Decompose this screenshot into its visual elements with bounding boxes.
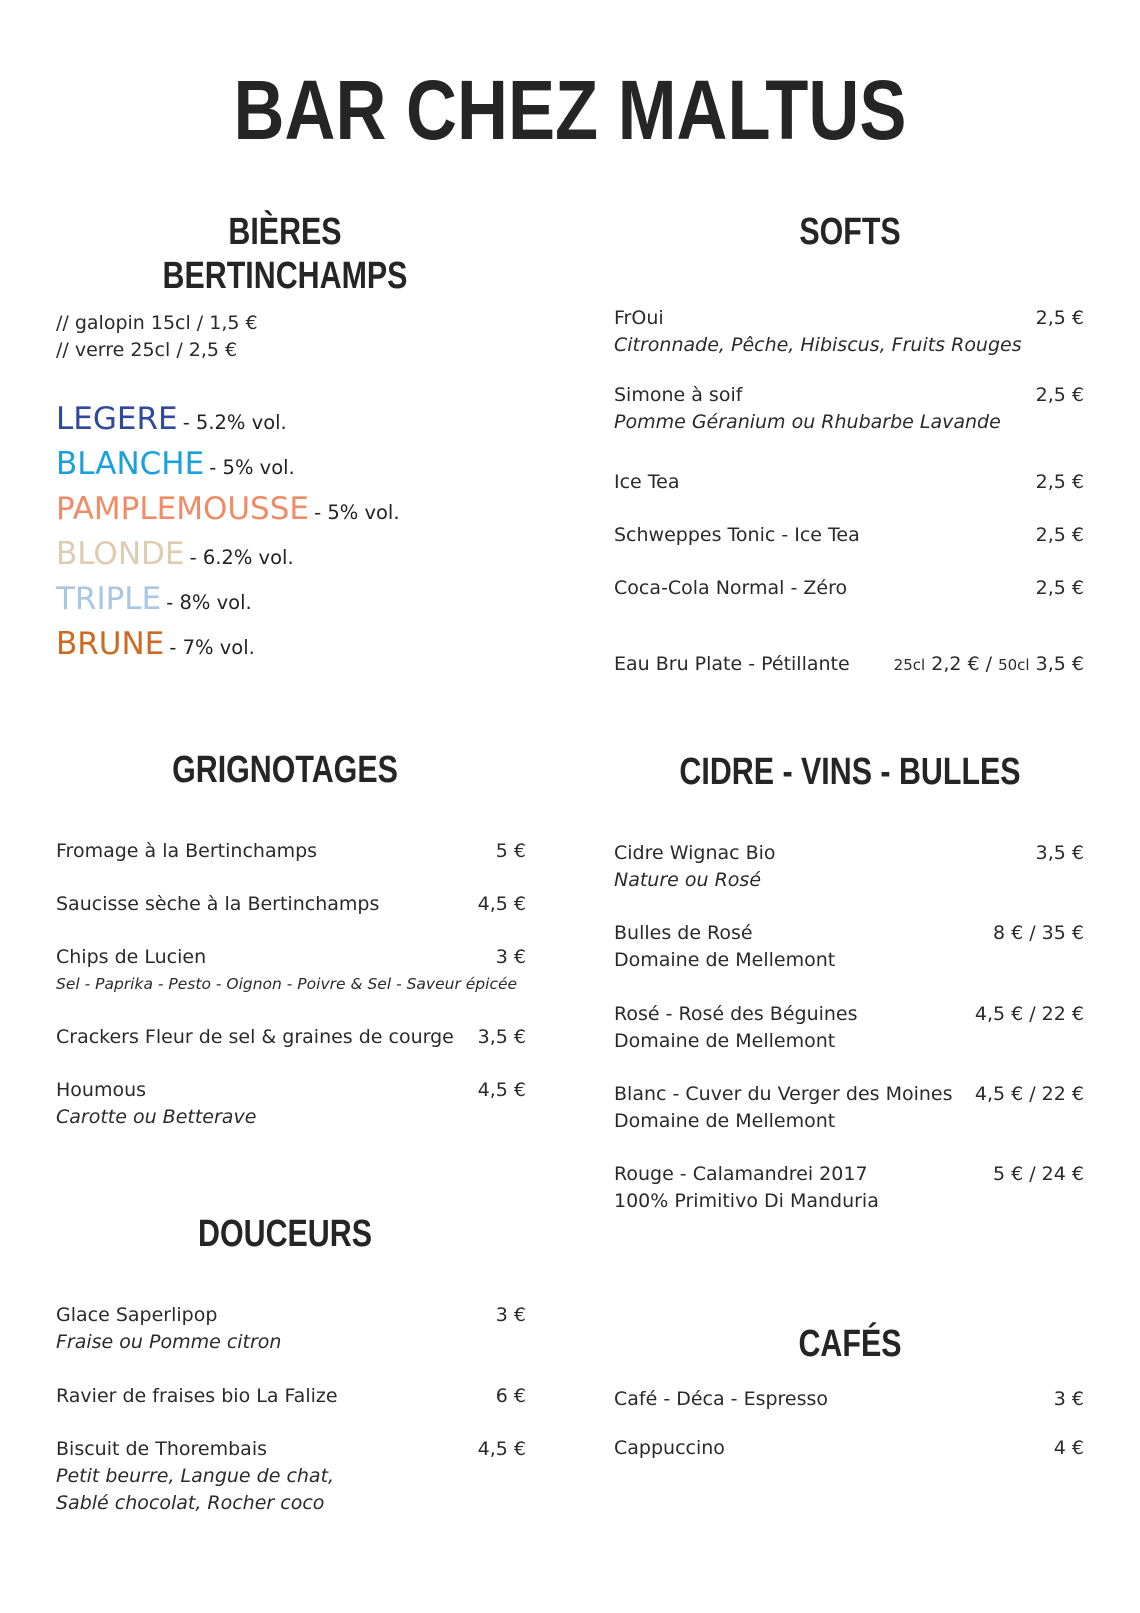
price-unit: 50cl — [998, 656, 1030, 674]
item-name: Ice Tea — [614, 471, 680, 493]
price-value: 2,2 € / — [931, 653, 993, 675]
item-subtitle: Pomme Géranium ou Rhubarbe Lavande — [614, 411, 1001, 433]
item-name: FrOui — [614, 307, 664, 329]
beer-desc: - 5.2% vol. — [182, 411, 287, 434]
item-subtitle: Carotte ou Betterave — [56, 1106, 257, 1128]
beer-name: BLANCHE — [56, 446, 205, 482]
item-subtitle: Domaine de Mellemont — [614, 949, 836, 971]
menu-item — [56, 838, 526, 865]
item-subtitle: Sel - Paprika - Pesto - Oignon - Poivre & Sel - Saveur épicée — [56, 975, 518, 993]
item-subtitle: Fraise ou Pomme citron — [56, 1331, 282, 1353]
beer-item — [56, 535, 294, 573]
item-price: 5 € / 24 € — [992, 1163, 1084, 1185]
menu-item — [614, 575, 1084, 602]
beer-desc: - 5% vol. — [209, 456, 295, 479]
item-name: Coca-Cola Normal - Zéro — [614, 577, 848, 599]
menu-title: BAR CHEZ MALTUS — [233, 63, 907, 157]
item-name: Biscuit de Thorembais — [56, 1438, 268, 1460]
menu-item — [614, 522, 1084, 549]
item-price — [894, 651, 1084, 679]
item-price: 3 € — [1053, 1388, 1084, 1410]
item-name: Blanc - Cuver du Verger des Moines — [614, 1083, 953, 1105]
item-price: 4,5 € — [477, 893, 526, 915]
menu-item — [614, 840, 1084, 894]
menu-item — [614, 1386, 1084, 1413]
menu-item — [614, 651, 1084, 678]
menu-item — [614, 1001, 1084, 1055]
menu-item — [56, 1436, 526, 1517]
item-price: 2,5 € — [1035, 524, 1084, 546]
section-heading-cidre-vins-bulles: CIDRE - VINS - BULLES — [679, 751, 1021, 793]
item-name: Crackers Fleur de sel & graines de courge — [56, 1026, 454, 1048]
item-name: Cappuccino — [614, 1437, 725, 1459]
item-price: 4,5 € — [477, 1438, 526, 1460]
item-name: Chips de Lucien — [56, 946, 207, 968]
beer-item — [56, 580, 252, 618]
item-price: 4,5 € / 22 € — [974, 1003, 1084, 1025]
item-name: Eau Bru Plate - Pétillante — [614, 653, 850, 675]
beer-desc: - 5% vol. — [314, 501, 400, 524]
beer-desc: - 8% vol. — [166, 591, 252, 614]
item-name: Glace Saperlipop — [56, 1304, 218, 1326]
section-heading-cafes: CAFÉS — [798, 1323, 902, 1365]
item-subtitle: Sablé chocolat, Rocher coco — [56, 1492, 325, 1514]
item-price: 8 € / 35 € — [992, 922, 1084, 944]
item-price: 2,5 € — [1035, 471, 1084, 493]
item-name: Simone à soif — [614, 384, 743, 406]
item-price: 4,5 € — [477, 1079, 526, 1101]
item-name: Fromage à la Bertinchamps — [56, 840, 318, 862]
item-price: 2,5 € — [1035, 577, 1084, 599]
item-price: 3 € — [495, 946, 526, 968]
section-heading-bieres: BIÈRES BERTINCHAMPS — [162, 211, 408, 297]
item-subtitle: Domaine de Mellemont — [614, 1030, 836, 1052]
menu-item — [614, 1161, 1084, 1215]
item-name: Cidre Wignac Bio — [614, 842, 776, 864]
menu-item — [614, 920, 1084, 974]
beer-name: TRIPLE — [56, 581, 162, 617]
menu-item — [614, 1435, 1084, 1462]
beer-item — [56, 625, 255, 663]
price-unit: 25cl — [893, 656, 926, 674]
beer-item — [56, 490, 400, 528]
item-subtitle: Petit beurre, Langue de chat, — [56, 1465, 335, 1487]
item-name: Houmous — [56, 1079, 147, 1101]
item-name: Schweppes Tonic - Ice Tea — [614, 524, 860, 546]
menu-item — [56, 1302, 526, 1356]
item-subtitle: 100% Primitivo Di Manduria — [614, 1190, 879, 1212]
section-heading-grignotages: GRIGNOTAGES — [172, 749, 398, 791]
item-price: 3 € — [495, 1304, 526, 1326]
menu-item — [614, 469, 1084, 496]
beer-item — [56, 445, 295, 483]
menu-item — [614, 305, 1084, 359]
item-subtitle: Domaine de Mellemont — [614, 1110, 836, 1132]
item-name: Bulles de Rosé — [614, 922, 753, 944]
item-price: 4,5 € / 22 € — [974, 1083, 1084, 1105]
section-heading-douceurs: DOUCEURS — [198, 1213, 372, 1255]
item-price: 4 € — [1053, 1437, 1084, 1459]
item-name: Rosé - Rosé des Béguines — [614, 1003, 858, 1025]
item-name: Café - Déca - Espresso — [614, 1388, 829, 1410]
beer-item — [56, 400, 287, 438]
item-price: 5 € — [495, 840, 526, 862]
item-price: 6 € — [495, 1385, 526, 1407]
menu-item — [614, 1081, 1084, 1135]
menu-item — [56, 1024, 526, 1051]
menu-item — [614, 382, 1084, 436]
item-price: 2,5 € — [1035, 384, 1084, 406]
item-price: 3,5 € — [1035, 842, 1084, 864]
section-heading-softs: SOFTS — [799, 211, 901, 253]
beer-name: BLONDE — [56, 536, 185, 572]
item-name: Saucisse sèche à la Bertinchamps — [56, 893, 380, 915]
beer-note: // verre 25cl / 2,5 € — [56, 339, 238, 361]
beer-desc: - 7% vol. — [169, 636, 255, 659]
beer-name: LEGERE — [56, 401, 178, 437]
menu-item — [56, 891, 526, 918]
item-subtitle: Citronnade, Pêche, Hibiscus, Fruits Rouges — [614, 334, 1022, 356]
item-name: Ravier de fraises bio La Falize — [56, 1385, 338, 1407]
menu-item — [56, 944, 526, 998]
item-subtitle: Nature ou Rosé — [614, 869, 762, 891]
beer-note: // galopin 15cl / 1,5 € — [56, 312, 258, 334]
item-name: Rouge - Calamandrei 2017 — [614, 1163, 868, 1185]
beer-name: BRUNE — [56, 626, 165, 662]
menu-item — [56, 1077, 526, 1131]
item-price: 2,5 € — [1035, 307, 1084, 329]
menu-item — [56, 1383, 526, 1410]
price-value: 3,5 € — [1035, 653, 1084, 675]
item-price: 3,5 € — [477, 1026, 526, 1048]
beer-desc: - 6.2% vol. — [189, 546, 294, 569]
beer-name: PAMPLEMOUSSE — [56, 491, 309, 527]
